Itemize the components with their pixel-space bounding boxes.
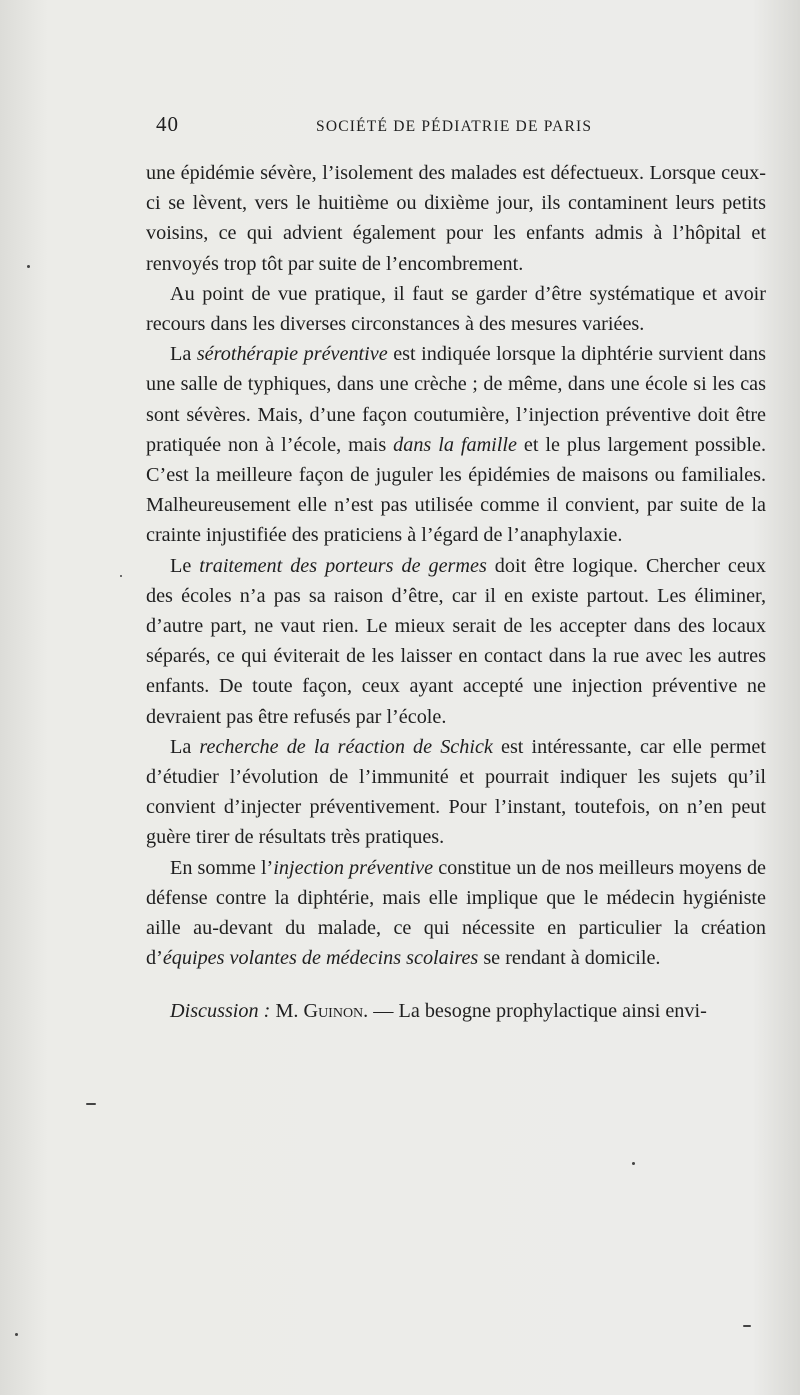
paragraph-6-text-c: constitue un de nos meilleurs moyens de défense contre la diphtérie, mais elle implique que le médecin hygiéniste aille au-devant du malade, ce qui nécessite en particulier la création d’	[146, 856, 766, 970]
paragraph-3-italic-family: dans la famille	[393, 433, 517, 456]
running-head: SOCIÉTÉ DE PÉDIATRIE DE PARIS	[316, 118, 593, 135]
paragraph-2: Au point de vue pratique, il faut se garder d’être systématique et avoir recours dans les diverses circonstances à des mesures variées.	[146, 282, 766, 336]
paragraph-6	[146, 853, 766, 974]
scan-speck	[632, 1162, 635, 1165]
paragraph-3-text-c: est indiquée lorsque la diphtérie survient dans une salle de typhiques, dans une crèche ; de même, dans une école si les cas sont sévères. Mais, d’une façon coutumière, l’injection préventive doit être pratiquée non à l’école, mais	[146, 343, 767, 456]
page-number: 40	[156, 112, 179, 136]
paragraph-3	[146, 339, 766, 550]
paragraph-3-text-e: et le plus largement possible. C’est la meilleure façon de juguler les épidémies de maisons ou familiales. Malheureusement elle n’est pas utilisée comme il convient, par suite de la crainte injustifiée des praticiens à l’égard de l’anaphylaxie.	[146, 433, 766, 547]
paragraph-4-text-c: doit être logique. Chercher ceux des écoles n’a pas sa raison d’être, car il en existe partout. Les éliminer, d’autre part, ne vaut rien. Le mieux serait de les accepter dans des locaux séparés, ce qui éviterait de les laisser en contact dans la rue avec les autres enfants. De toute façon, ceux ayant accepté une injection préventive ne devraient pas être refusés par l’école.	[146, 554, 766, 728]
discussion-label: Discussion :	[170, 1000, 271, 1023]
scan-speck	[743, 1325, 751, 1327]
paragraph-1: une épidémie sévère, l’isolement des malades est défectueux. Lorsque ceux-ci se lèvent, vers le huitième ou dixième jour, ils contaminent leurs petits voisins, ce qui advient également pour les enfants admis à l’hôpital et renvoyés trop tôt par suite de l’encombrement.	[146, 162, 766, 275]
paragraph-3-italic-serotherapy: sérothérapie préventive	[196, 343, 388, 366]
discussion-paragraph	[146, 996, 766, 1026]
paragraph-5	[146, 732, 766, 853]
paragraph-3-text-a: La	[170, 343, 197, 366]
scan-speck	[27, 265, 30, 268]
scan-speck	[86, 1103, 96, 1105]
discussion-speaker: Guinon	[303, 1000, 364, 1023]
paragraph-5-text-c: est intéressante, car elle permet d’étudier l’évolution de l’immunité et pourrait indiquer les sujets qu’il convient d’injecter préventivement. Pour l’instant, toutefois, on n’en peut guère tirer de résultats très pratiques.	[146, 735, 766, 849]
scan-speck	[15, 1333, 18, 1336]
scan-speck	[120, 575, 122, 577]
paragraph-5-italic-schick: recherche de la réaction de Schick	[199, 735, 493, 758]
paragraph-6-italic-teams: équipes volantes de médecins scolaires	[162, 947, 479, 970]
paragraph-6-italic-injection: injection préventive	[273, 856, 434, 879]
paragraph-4-italic-carriers: traitement des porteurs de germes	[199, 554, 487, 577]
discussion-text: . — La besogne prophylactique ainsi envi-	[363, 1000, 707, 1023]
paragraph-5-text-a: La	[170, 735, 200, 758]
paragraph-6-text-a: En somme l’	[170, 856, 274, 879]
paragraph-4	[146, 551, 766, 732]
page-header	[148, 112, 764, 142]
paragraph-4-text-a: Le	[170, 554, 200, 577]
paragraph-6-text-e: se rendant à domicile.	[478, 947, 661, 970]
body-text	[146, 158, 766, 1027]
discussion-prefix: M.	[270, 1000, 304, 1023]
